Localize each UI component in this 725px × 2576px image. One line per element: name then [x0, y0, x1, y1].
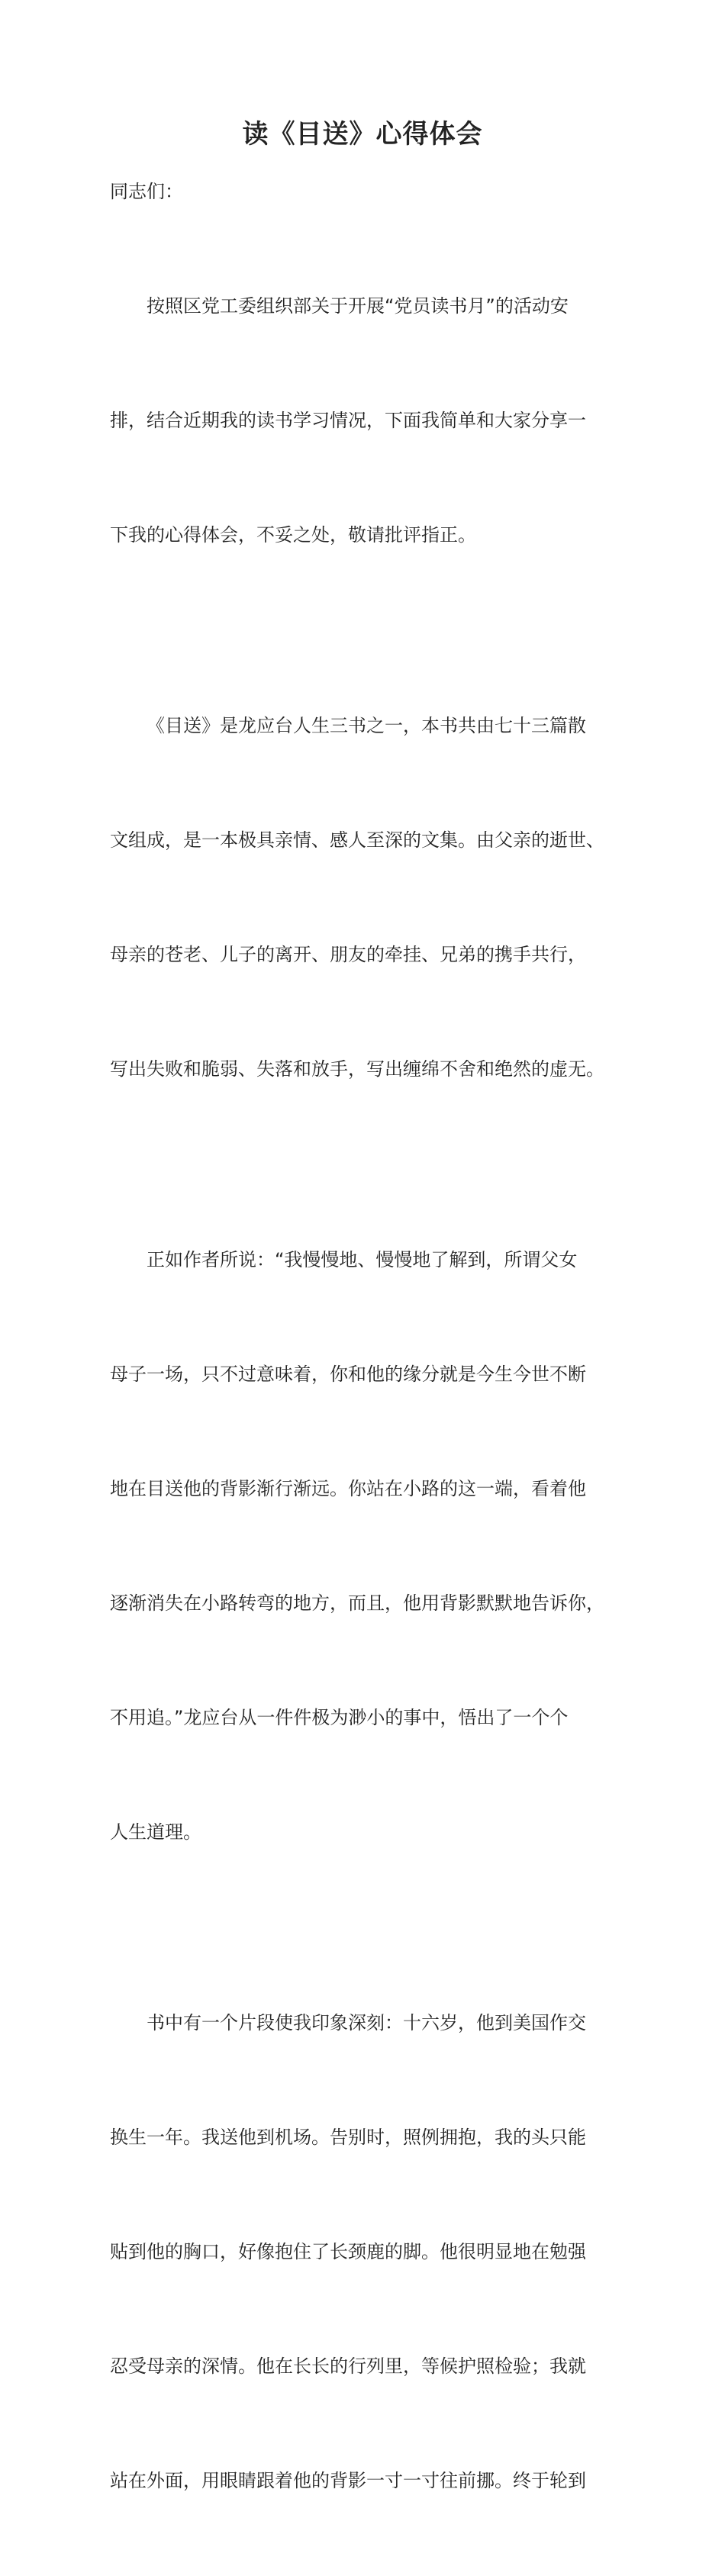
paragraph-line: 排，结合近期我的读书学习情况，下面我简单和大家分享一: [110, 410, 586, 431]
paragraph-line: 母亲的苍老、儿子的离开、朋友的牵挂、兄弟的携手共行，: [110, 944, 586, 965]
paragraph-1: [110, 211, 620, 630]
paragraph-line: 按照区党工委组织部关于开展“党员读书月”的活动安: [147, 295, 569, 317]
paragraph-line: 逐渐消失在小路转弯的地方，而且，他用背影默默地告诉你，: [110, 1592, 604, 1614]
paragraph-4: [110, 1927, 620, 2576]
paragraph-line: 正如作者所说：“我慢慢地、慢慢地了解到，所谓父女: [147, 1249, 578, 1270]
paragraph-line: 写出失败和脆弱、失落和放手，写出缠绵不舍和绝然的虚无。: [110, 1058, 604, 1080]
paragraph-line: 人生道理。: [110, 1821, 201, 1843]
paragraph-line: 不用追。”龙应台从一件件极为渺小的事中，悟出了一个个: [110, 1707, 569, 1728]
paragraph-line: 地在目送他的背影渐行渐远。你站在小路的这一端，看着他: [110, 1478, 586, 1499]
paragraph-line: 文组成，是一本极具亲情、感人至深的文集。由父亲的逝世、: [110, 829, 604, 851]
document-body: [110, 172, 620, 2576]
paragraph-2: [110, 630, 620, 1164]
paragraph-line: 贴到他的胸口，好像抱住了长颈鹿的脚。他很明显地在勉强: [110, 2241, 586, 2262]
paragraph-line: 母子一场，只不过意味着，你和他的缘分就是今生今世不断: [110, 1364, 586, 1385]
salutation: 同志们：: [110, 181, 183, 202]
paragraph-line: 下我的心得体会，不妥之处，敬请批评指正。: [110, 524, 476, 546]
paragraph-line: 书中有一个片段使我印象深刻：十六岁，他到美国作交: [147, 2012, 586, 2033]
paragraph-line: 《目送》是龙应台人生三书之一，本书共由七十三篇散: [147, 715, 586, 736]
paragraph-line: 站在外面，用眼睛跟着他的背影一寸一寸往前挪。终于轮到: [110, 2470, 586, 2491]
paragraph-line: 换生一年。我送他到机场。告别时，照例拥抱，我的头只能: [110, 2127, 586, 2148]
paragraph-3: [110, 1164, 620, 1927]
document-title: 读《目送》心得体会: [242, 119, 483, 150]
paragraph-line: 忍受母亲的深情。他在长长的行列里，等候护照检验；我就: [110, 2355, 586, 2377]
